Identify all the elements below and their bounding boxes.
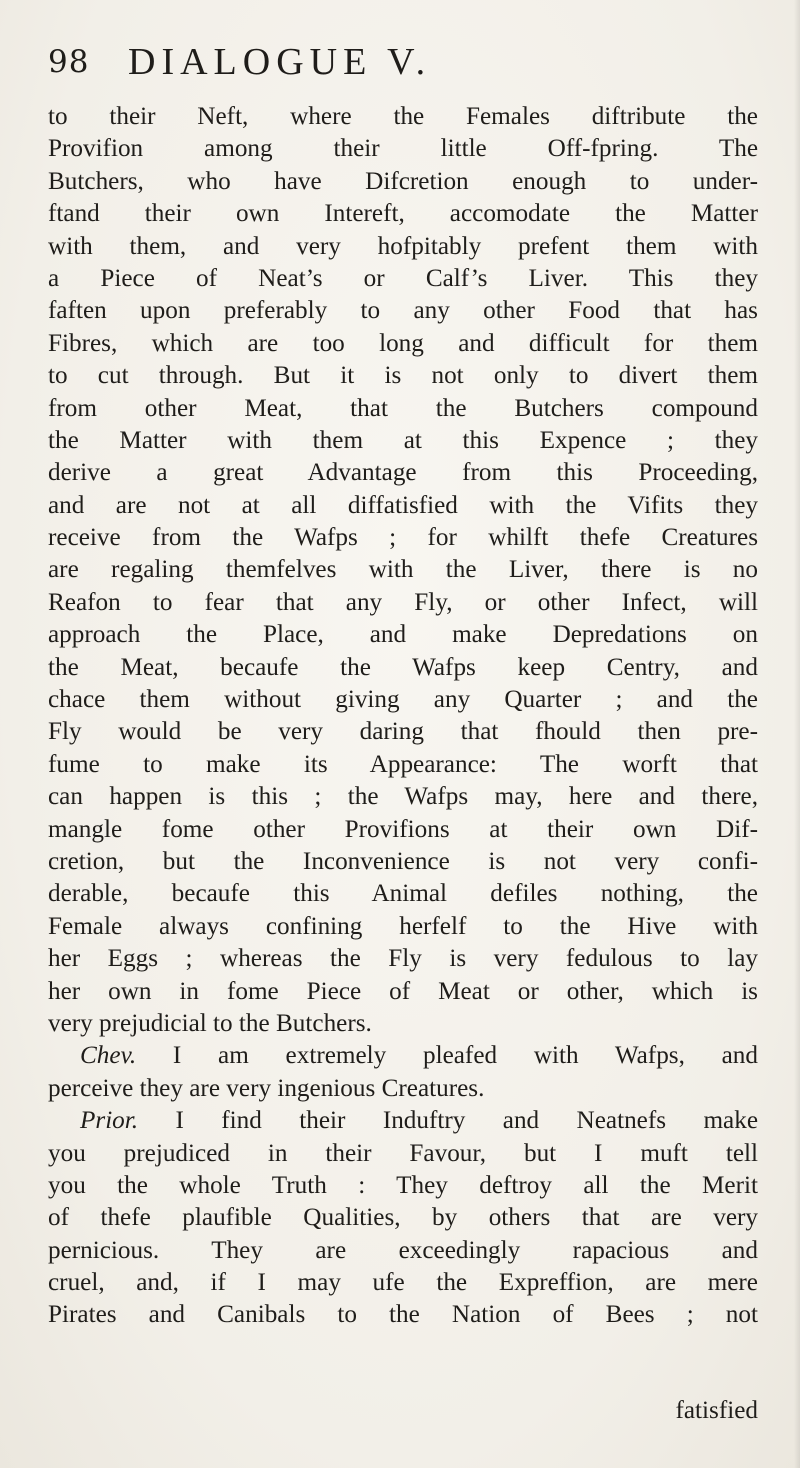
text-line: cretion, but the Inconvenience is not very confi- [48,847,758,875]
text-line: Provifion among their little Off-fpring. The [48,135,758,163]
catchword: fatisfied [675,1397,758,1424]
text-line: Reafon to fear that any Fly, or other Infect, will [48,588,758,616]
text-line: Female always confining herfelf to the Hive with [48,912,758,940]
running-head: DIALOGUE V. [128,41,432,83]
speaker-chev: Chev. [80,1042,137,1070]
text-line: the Matter with them at this Expence ; they [48,426,758,454]
chev-text: I am extremely pleafed with Wafps, and [172,1042,758,1070]
dialogue-line-prior [48,1105,758,1137]
text-line: Fly would be very daring that fhould then pre- [48,718,758,746]
text-line: fume to make its Appearance: The worft that [48,750,758,778]
text-line: cruel, and, if I may ufe the Expreffion, are mere [48,1269,758,1297]
text-line: derive a great Advantage from this Proceeding, [48,459,758,487]
page-header [48,40,768,100]
page-edge-shadow [794,0,800,1468]
text-line: very prejudicial to the Butchers. [48,1009,372,1037]
text-line: mangle fome other Provifions at their own Dif- [48,815,758,843]
text-line: Fibres, which are too long and difficult for them [48,329,758,357]
text-line: to cut through. But it is not only to divert them [48,362,758,390]
text-line: receive from the Wafps ; for whilft thefe Creatures [48,524,758,552]
text-line: with them, and very hofpitably prefent them with [48,232,758,260]
text-line: her own in fome Piece of Meat or other, which is [48,977,758,1005]
text-line: derable, becaufe this Animal defiles nothing, the [48,880,758,908]
dialogue-line-chev [48,1040,758,1072]
text-line: you the whole Truth : They deftroy all the Merit [48,1171,758,1199]
text-line: faften upon preferably to any other Food that has [48,297,758,325]
text-line: are regaling themfelves with the Liver, there is no [48,556,758,584]
prior-text: I find their Induftry and Neatnefs make [175,1107,758,1135]
text-line: perceive they are very ingenious Creatures. [48,1074,485,1102]
text-line: her Eggs ; whereas the Fly is very fedulous to lay [48,945,758,973]
text-line: approach the Place, and make Depredations on [48,621,758,649]
text-line: chace them without giving any Quarter ; and the [48,686,758,714]
text-line: can happen is this ; the Wafps may, here and there, [48,783,758,811]
speaker-prior: Prior. [80,1107,139,1135]
text-line: the Meat, becaufe the Wafps keep Centry, and [48,653,758,681]
body-text [48,101,758,1332]
text-line: of thefe plaufible Qualities, by others that are very [48,1204,758,1232]
text-line: ftand their own Intereft, accomodate the Matter [48,200,758,228]
text-line: Pirates and Canibals to the Nation of Bees ; not [48,1301,758,1329]
text-line: Butchers, who have Difcretion enough to under- [48,167,758,195]
text-line: and are not at all diffatisfied with the Vifits they [48,491,758,519]
text-line: pernicious. They are exceedingly rapacious and [48,1236,758,1264]
text-line: from other Meat, that the Butchers compound [48,394,758,422]
text-line: to their Neft, where the Females diftribute the [48,103,758,130]
text-line: you prejudiced in their Favour, but I muft tell [48,1139,758,1167]
page-number: 98 [48,44,90,80]
text-line: a Piece of Neat’s or Calf’s Liver. This they [48,264,758,292]
